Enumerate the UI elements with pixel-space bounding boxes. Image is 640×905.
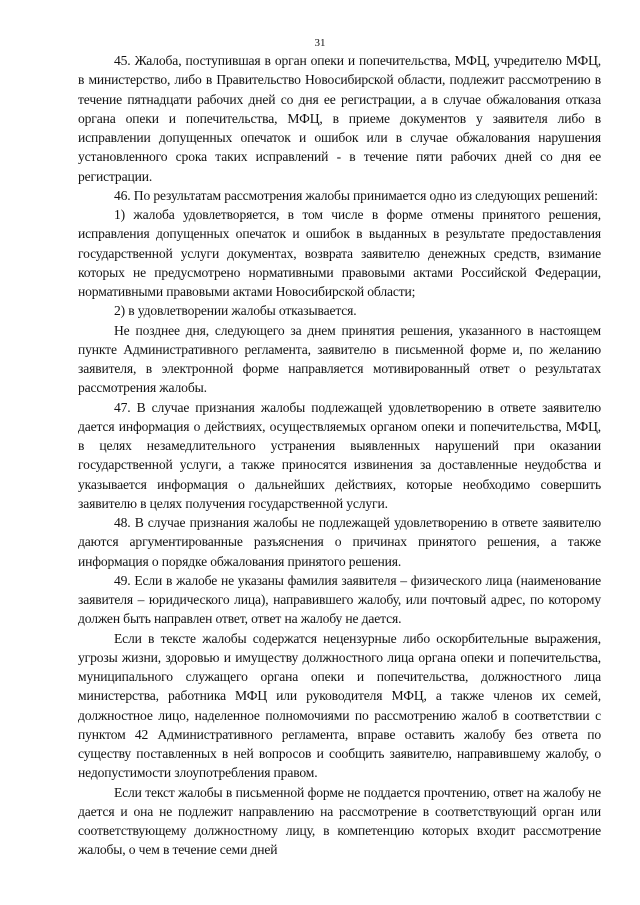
paragraph-48: 48. В случае признания жалобы не подлежащей удовлетворению в ответе заявителю даются аргументированные разъяснения о причинах принятого решения, а также информация о порядке обжалования принятого решения. xyxy=(78,515,601,569)
paragraph-47: 47. В случае признания жалобы подлежащей удовлетворению в ответе заявителю дается информация о действиях, осуществляемых органом опеки и попечительства, МФЦ, в целях незамедлительного устранения выявленных нарушений при оказании государственной услуги, а также приносятся извинения за доставленные неудобства и указывается информация о дальнейших действиях, которые необходимо совершить заявителю в целях получения государственной услуги. xyxy=(78,399,601,511)
paragraph-46-item-2: 2) в удовлетворении жалобы отказывается. xyxy=(114,303,357,319)
paragraph-46-item-1: 1) жалоба удовлетворяется, в том числе в форме отмены принятого решения, исправления допущенных опечаток и ошибок в выданных в результате предоставления государственной услуги документах, возврата заявителю денежных средств, взимание которых не предусмотрено нормативными правовыми актами Российской Федерации, нормативными правовыми актами Новосибирской области; xyxy=(78,207,601,299)
page-number: 31 xyxy=(314,37,326,49)
paragraph-49-unreadable: Если текст жалобы в письменной форме не поддается прочтению, ответ на жалобу не дается и она не подлежит направлению на рассмотрение в соответствующий орган или соответствующему должностному лицу, в компетенцию которых входит рассмотрение жалобы, о чем в течение семи дней xyxy=(78,784,601,858)
paragraph-49: 49. Если в жалобе не указаны фамилия заявителя – физического лица (наименование заявителя – юридического лица), направившего жалобу, или почтовый адрес, по которому должен быть направлен ответ, ответ на жалобу не дается. xyxy=(78,572,601,627)
paragraph-49-offensive: Если в тексте жалобы содержатся нецензурные либо оскорбительные выражения, угрозы жизни, здоровью и имуществу должностного лица органа опеки и попечительства, муниципального служащего органа опеки и попечительства, должностного лица министерства, работника МФЦ или руководителя МФЦ, а также членов их семей, должностное лицо, наделенное полномочиями по рассмотрению жалоб в соответствии с пунктом 42 Административного регламента, вправе оставить жалобу без ответа по существу поставленных в ней вопросов и сообщить заявителю, направившему жалобу, о недопустимости злоупотребления правом. xyxy=(78,630,601,781)
paragraph-45: 45. Жалоба, поступившая в орган опеки и попечительства, МФЦ, учредителю МФЦ, в министерство, либо в Правительство Новосибирской области, подлежит рассмотрению в течение пятнадцати рабочих дней со дня ее регистрации, а в случае обжалования отказа органа опеки и попечительства, МФЦ, в приеме документов у заявителя либо в исправлении допущенных опечаток и ошибок или в случае обжалования нарушения установленного срока таких исправлений - в течение пяти рабочих дней со дня ее регистрации. xyxy=(78,53,601,184)
paragraph-46-response: Не позднее дня, следующего за днем принятия решения, указанного в настоящем пункте Административного регламента, заявителю в письменной форме и, по желанию заявителя, в электронной форме направляется мотивированный ответ о результатах рассмотрения жалобы. xyxy=(78,322,601,396)
paragraph-46: 46. По результатам рассмотрения жалобы принимается одно из следующих решений: xyxy=(114,187,598,203)
document-body xyxy=(78,51,601,860)
